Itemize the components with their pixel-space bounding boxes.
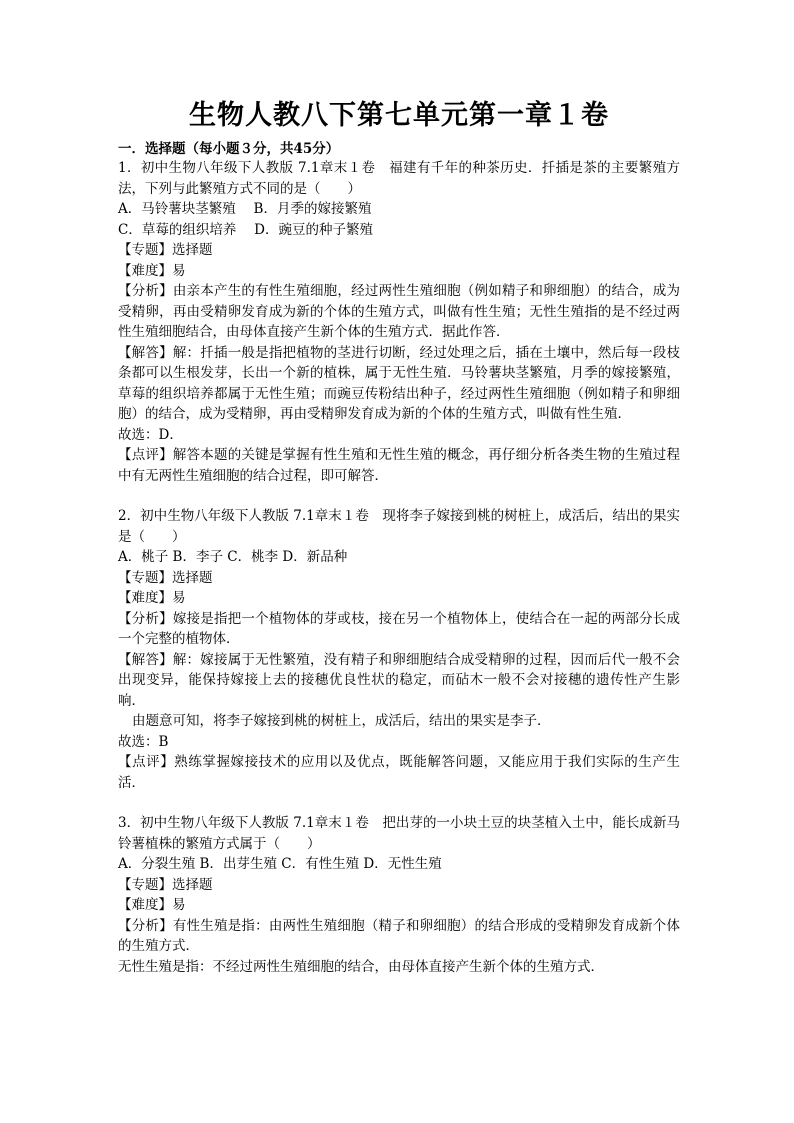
question-3 (118, 813, 680, 977)
choice-result: 故选：D． (118, 426, 183, 443)
analysis-text: 【分析】有性生殖是指：由两性生殖细胞（精子和卵细胞）的结合形成的受精卵发育成新个体的生殖方式． (118, 917, 680, 954)
comment-text: 【点评】熟练掌握嫁接技术的应用以及优点，既能解答问题，又能应用于我们实际的生产生活． (118, 754, 680, 791)
question-1 (118, 158, 680, 486)
analysis-text: 【分析】嫁接是指把一个植物体的芽或枝，接在另一个植物体上，使结合在一起的两部分长成一个完整的植物体． (118, 610, 680, 647)
difficulty-label: 【难度】易 (118, 590, 186, 606)
answer-text: 【解答】解：嫁接属于无性繁殖，没有精子和卵细胞结合成受精卵的过程，因而后代一般不会出现变异，能保持嫁接上去的接穗优良性状的稳定，而砧木一般不会对接穗的遗传性产生影响． (118, 651, 680, 709)
question-stem: 1．初中生物八年级下人教版 7.1章末１卷 福建有千年的种茶历史．扦插是茶的主要繁殖方法，下列与此繁殖方式不同的是（ ） (118, 160, 680, 197)
topic-label: 【专题】选择题 (118, 569, 213, 586)
question-2 (118, 506, 680, 793)
options-line: C．草莓的组织培养 D．豌豆的种子繁殖 (118, 221, 373, 238)
section-heading: 一．选择题（每小题３分，共45分） (118, 141, 340, 157)
comment-text: 【点评】解答本题的关键是掌握有性生殖和无性生殖的概念，再仔细分析各类生物的生殖过程中有无两性生殖细胞的结合过程，即可解答． (118, 447, 680, 484)
options-line: A．桃子 B．李子 C．桃李 D．新品种 (118, 549, 348, 565)
document-title: 生物人教八下第七单元第一章１卷 (189, 100, 609, 131)
options-line: A．马铃薯块茎繁殖 B．月季的嫁接繁殖 (118, 201, 372, 217)
options-line: A．分裂生殖 B．出芽生殖 C．有性生殖 D．无性生殖 (118, 856, 442, 872)
document-page (118, 96, 680, 997)
difficulty-label: 【难度】易 (118, 897, 186, 913)
topic-label: 【专题】选择题 (118, 876, 213, 893)
choice-result: 故选：B (118, 733, 169, 750)
analysis-text: 【分析】由亲本产生的有性生殖细胞，经过两性生殖细胞（例如精子和卵细胞）的结合，成为受精卵，再由受精卵发育成为新的个体的生殖方式，叫做有性生殖；无性生殖指的是不经过两性生殖细胞结合，由母体直接产生新个体的生殖方式．据此作答． (118, 283, 680, 340)
analysis-text: 无性生殖是指：不经过两性生殖细胞的结合，由母体直接产生新个体的生殖方式． (118, 958, 604, 975)
answer-text: 【解答】解：扦插一般是指把植物的茎进行切断，经过处理之后，插在土壤中，然后每一段枝条都可以生根发芽，长出一个新的植株，属于无性生殖．马铃薯块茎繁殖，月季的嫁接繁殖，草莓的组织培养都属于无性生殖；而豌豆传粉结出种子，经过两性生殖细胞（例如精子和卵细胞）的结合，成为受精卵，再由受精卵发育成为新的个体的生殖方式，叫做有性生殖． (118, 344, 680, 422)
topic-label: 【专题】选择题 (118, 242, 213, 258)
question-stem: 3．初中生物八年级下人教版 7.1章末１卷 把出芽的一小块土豆的块茎植入土中，能长成新马铃薯植株的繁殖方式属于（ ） (118, 815, 680, 852)
question-stem: 2．初中生物八年级下人教版 7.1章末１卷 现将李子嫁接到桃的树桩上，成活后，结出的果实是（ ） (118, 508, 680, 545)
answer-conclusion: 由题意可知，将李子嫁接到桃的树桩上，成活后，结出的果实是李子． (132, 713, 551, 729)
difficulty-label: 【难度】易 (118, 262, 186, 279)
